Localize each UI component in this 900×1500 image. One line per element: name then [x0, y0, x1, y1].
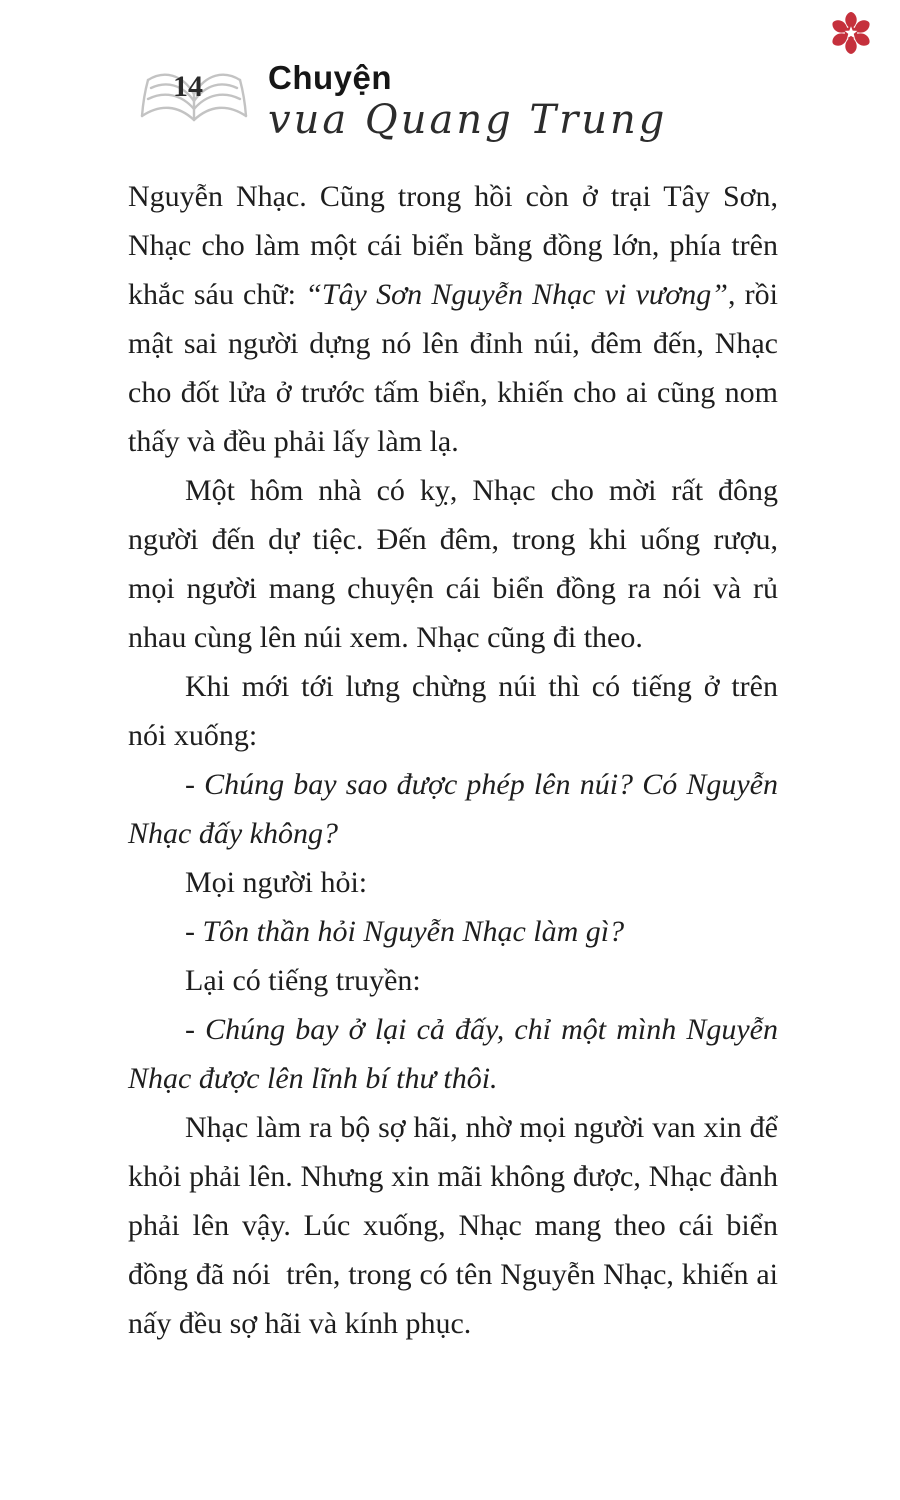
narrative-text: Nhạc làm ra bộ sợ hãi, nhờ mọi người van xin để khỏi phải lên. Nhưng xin mãi không được, Nhạc đành phải lên vậy. Lúc xuống, Nhạc mang theo cái biển đồng đã nói trên, trong có tên Nguyễn Nhạc, khiến ai nấy đều sợ hãi và kính phục. — [128, 1111, 778, 1340]
paragraph — [128, 1005, 778, 1103]
paragraph — [128, 858, 778, 907]
paragraph — [128, 466, 778, 662]
page-number: 14 — [173, 70, 203, 103]
narrative-text: Lại có tiếng truyền: — [185, 964, 421, 997]
dialogue-italic-text: - Tôn thần hỏi Nguyễn Nhạc làm gì? — [185, 915, 625, 948]
dialogue-italic-text: - Chúng bay sao được phép lên núi? Có Nguyễn Nhạc đấy không? — [128, 768, 778, 850]
paragraph — [128, 172, 778, 466]
page-header — [138, 58, 667, 150]
narrative-text: , rồi mật sai người dựng nó lên đỉnh núi, đêm đến, Nhạc cho đốt lửa ở trước tấm biển, khiến cho ai cũng nom thấy và đều phải lấy làm lạ. — [128, 278, 779, 458]
series-title: Chuyện — [268, 59, 393, 96]
paragraph — [128, 907, 778, 956]
dialogue-italic-text: “Tây Sơn Nguyễn Nhạc vi vương” — [305, 278, 728, 311]
narrative-text: Nguyễn Nhạc. Cũng trong hồi còn ở trại Tây Sơn, Nhạc cho làm một cái biển bằng đồng lớn, phía trên khắc sáu chữ: — [128, 180, 778, 311]
dialogue-italic-text: - Chúng bay ở lại cả đấy, chỉ một mình Nguyễn Nhạc được lên lĩnh bí thư thôi. — [128, 1013, 778, 1095]
narrative-text: Khi mới tới lưng chừng núi thì có tiếng ở trên nói xuống: — [128, 670, 778, 752]
narrative-text: Một hôm nhà có kỵ, Nhạc cho mời rất đông người đến dự tiệc. Đến đêm, trong khi uống rượu, mọi người mang chuyện cái biển đồng ra nói và rủ nhau cùng lên núi xem. Nhạc cũng đi theo. — [128, 474, 778, 654]
paragraph — [128, 662, 778, 760]
book-title-script: vua Quang Trung — [268, 97, 668, 143]
paragraph — [128, 760, 778, 858]
narrative-text: Mọi người hỏi: — [185, 866, 368, 899]
title-block — [268, 58, 667, 142]
story-text — [128, 172, 778, 1348]
paragraph — [128, 1103, 778, 1348]
open-book-icon — [138, 58, 250, 150]
paragraph — [128, 956, 778, 1005]
flower-ornament-icon — [828, 10, 874, 56]
